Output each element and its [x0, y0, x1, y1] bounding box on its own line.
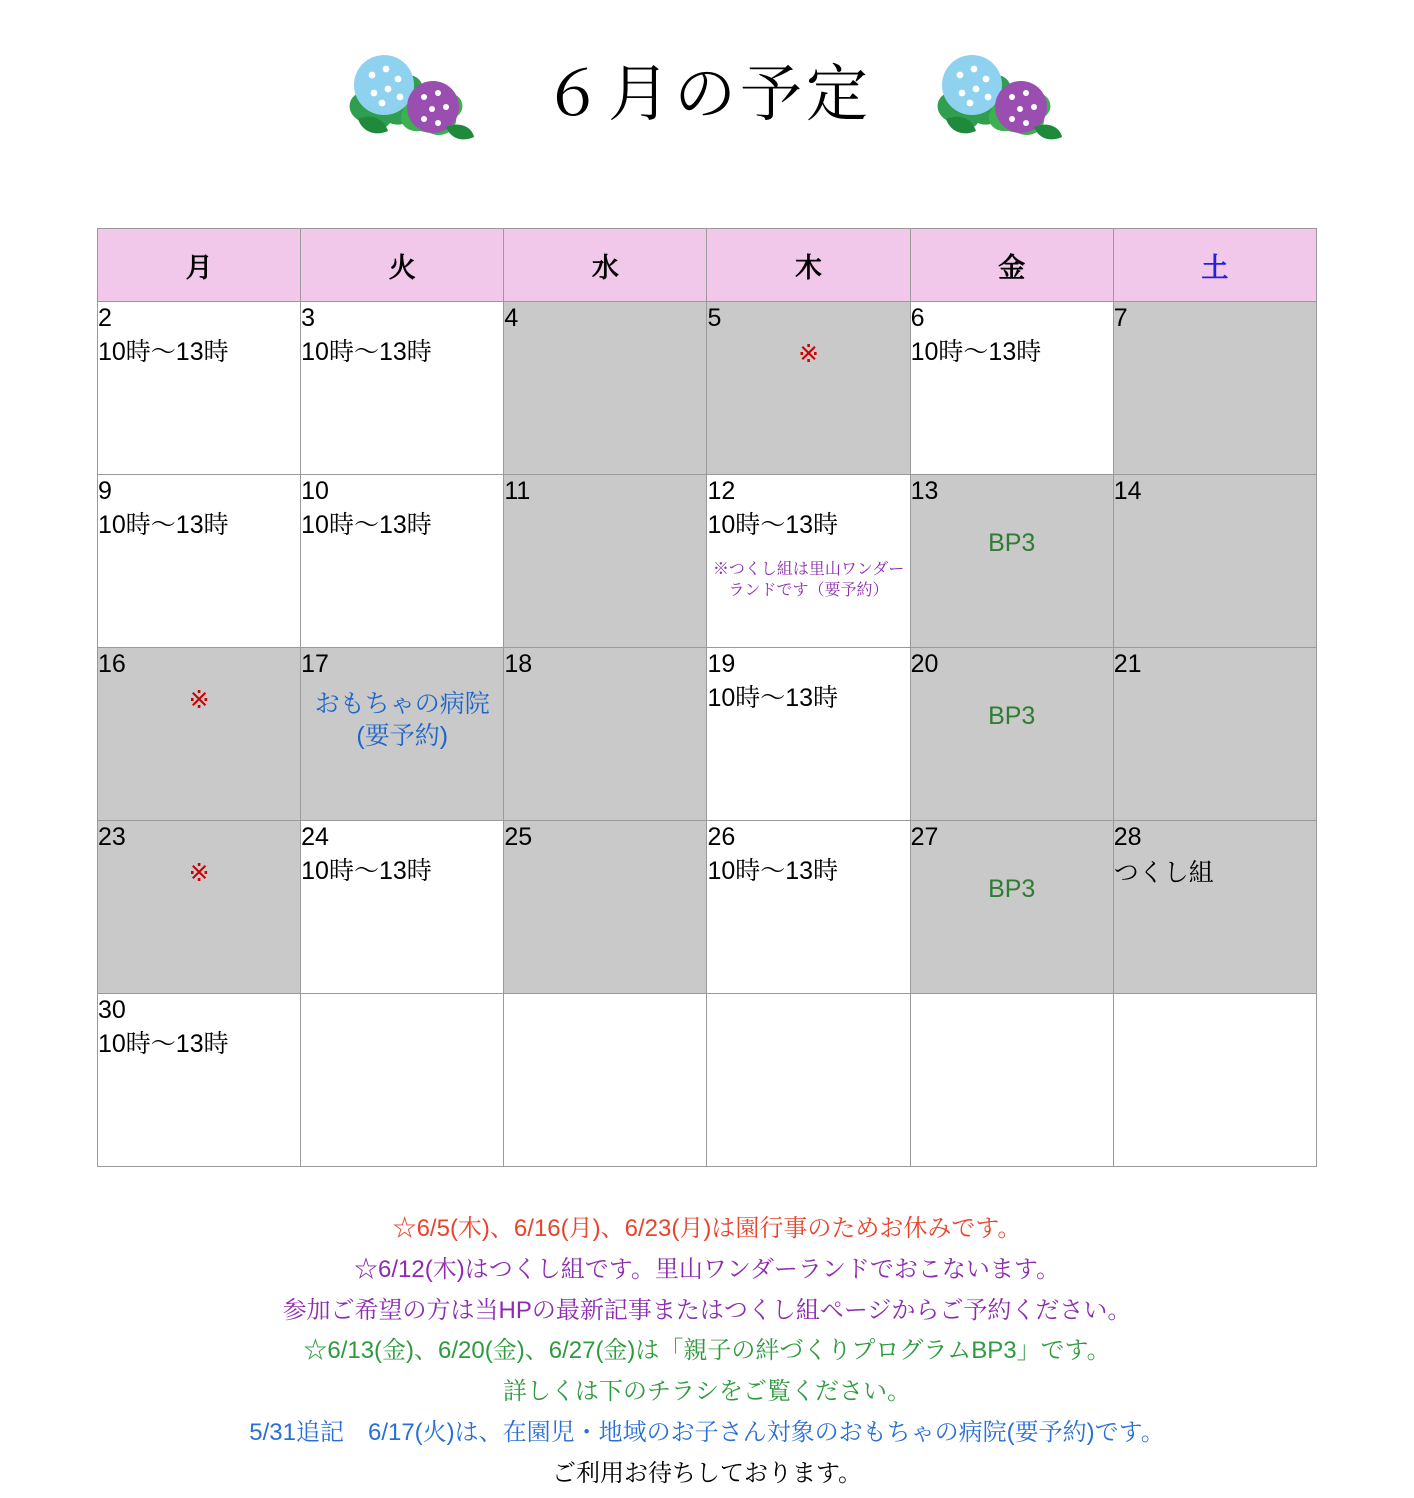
toy-hospital-label: おもちゃの病院(要予約) — [314, 689, 490, 751]
day-number: 25 — [504, 823, 533, 851]
weekday-header-mon: 月 — [98, 229, 301, 302]
calendar-cell — [504, 821, 707, 994]
calendar-cell — [504, 994, 707, 1167]
note-line: 参加ご希望の方は当HPの最新記事またはつくし組ページからご予約ください。 — [282, 1296, 1132, 1324]
calendar-cell — [301, 994, 504, 1167]
footer-notes — [0, 1212, 1414, 1498]
calendar-table — [97, 228, 1317, 1167]
closed-mark: ※ — [798, 339, 820, 368]
note-line: 詳しくは下のチラシをご覧ください。 — [503, 1378, 911, 1406]
note-line: ☆6/12(木)はつくし組です。里山ワンダーランドでおこないます。 — [354, 1255, 1060, 1283]
day-number: 20 — [910, 650, 939, 678]
tsukushi-label: つくし組 — [1113, 858, 1214, 887]
day-number: 26 — [707, 823, 736, 851]
day-time: 10時〜13時 — [910, 337, 1042, 366]
bp3-label: BP3 — [988, 528, 1036, 557]
closed-mark: ※ — [188, 685, 210, 714]
weekday-header-fri: 金 — [910, 229, 1113, 302]
weekday-header-sat: 土 — [1113, 229, 1316, 302]
weekday-header-tue: 火 — [301, 229, 504, 302]
calendar-cell — [910, 475, 1113, 648]
day-number: 21 — [1113, 650, 1142, 678]
day-time: 10時〜13時 — [98, 1029, 229, 1058]
calendar-cell — [504, 302, 707, 475]
day-time: 10時〜13時 — [707, 683, 839, 712]
calendar-cell — [1113, 994, 1316, 1167]
bp3-label: BP3 — [988, 701, 1036, 730]
day-number: 30 — [98, 996, 126, 1024]
day-number: 11 — [504, 477, 531, 505]
closed-mark: ※ — [188, 858, 210, 887]
day-time: 10時〜13時 — [301, 856, 432, 885]
calendar-cell — [98, 475, 301, 648]
day-number: 24 — [301, 823, 329, 851]
calendar-cell — [301, 648, 504, 821]
day-number: 16 — [98, 650, 126, 678]
calendar-header-row — [98, 229, 1317, 302]
note-line: ☆6/13(金)、6/20(金)、6/27(金)は「親子の絆づくりプログラムBP3」です。 — [303, 1337, 1111, 1365]
calendar-week-row — [98, 821, 1317, 994]
day-number: 12 — [707, 477, 736, 505]
day-number: 14 — [1113, 477, 1142, 505]
day-time: 10時〜13時 — [301, 510, 432, 539]
calendar-cell — [910, 302, 1113, 475]
day-time: 10時〜13時 — [707, 510, 839, 539]
calendar-week-row — [98, 475, 1317, 648]
calendar-cell — [707, 648, 910, 821]
day-number: 17 — [301, 650, 329, 678]
calendar-cell — [1113, 475, 1316, 648]
hydrangea-icon-right — [926, 35, 1076, 155]
calendar-cell — [707, 475, 910, 648]
weekday-header-wed: 水 — [504, 229, 707, 302]
calendar-week-row — [98, 994, 1317, 1167]
calendar-cell — [98, 302, 301, 475]
calendar-cell — [98, 648, 301, 821]
calendar-cell — [910, 994, 1113, 1167]
day-number: 9 — [98, 477, 112, 505]
calendar-week-row — [98, 302, 1317, 475]
note-line: 5/31追記 6/17(火)は、在園児・地域のお子さん対象のおもちゃの病院(要予約)です。 — [249, 1418, 1165, 1446]
calendar-cell — [504, 648, 707, 821]
day-number: 23 — [98, 823, 126, 851]
calendar-cell — [1113, 821, 1316, 994]
day-number: 10 — [301, 477, 329, 505]
calendar-cell — [301, 475, 504, 648]
day-number: 3 — [301, 304, 316, 332]
bp3-label: BP3 — [988, 874, 1036, 903]
day-note: ※つくし組は里山ワンダーランドです（要予約） — [712, 560, 905, 600]
calendar-cell — [1113, 648, 1316, 821]
day-time: 10時〜13時 — [301, 337, 432, 366]
calendar — [97, 228, 1317, 1167]
day-number: 4 — [504, 304, 519, 332]
page-title: ６月の予定 — [541, 60, 872, 129]
note-line: ご利用お待ちしております。 — [551, 1459, 863, 1487]
day-number: 6 — [910, 304, 925, 332]
calendar-cell — [910, 821, 1113, 994]
day-number: 13 — [910, 477, 939, 505]
day-number: 18 — [504, 650, 533, 678]
calendar-cell — [98, 821, 301, 994]
hydrangea-icon-left — [338, 35, 488, 155]
calendar-cell — [98, 994, 301, 1167]
weekday-header-thu: 木 — [707, 229, 910, 302]
calendar-cell — [910, 648, 1113, 821]
calendar-cell — [504, 475, 707, 648]
calendar-cell — [707, 302, 910, 475]
note-line: ☆6/5(木)、6/16(月)、6/23(月)は園行事のためお休みです。 — [392, 1215, 1022, 1242]
day-time: 10時〜13時 — [707, 856, 839, 885]
day-number: 27 — [910, 823, 939, 851]
calendar-cell — [301, 821, 504, 994]
day-number: 5 — [707, 304, 722, 332]
calendar-cell — [301, 302, 504, 475]
day-number: 2 — [98, 304, 112, 332]
calendar-cell — [707, 994, 910, 1167]
day-number: 19 — [707, 650, 736, 678]
day-time: 10時〜13時 — [98, 337, 229, 366]
calendar-cell — [707, 821, 910, 994]
day-number: 28 — [1113, 823, 1142, 851]
calendar-week-row — [98, 648, 1317, 821]
calendar-cell — [1113, 302, 1316, 475]
day-time: 10時〜13時 — [98, 510, 229, 539]
page-header — [0, 0, 1414, 190]
day-number: 7 — [1113, 304, 1128, 332]
